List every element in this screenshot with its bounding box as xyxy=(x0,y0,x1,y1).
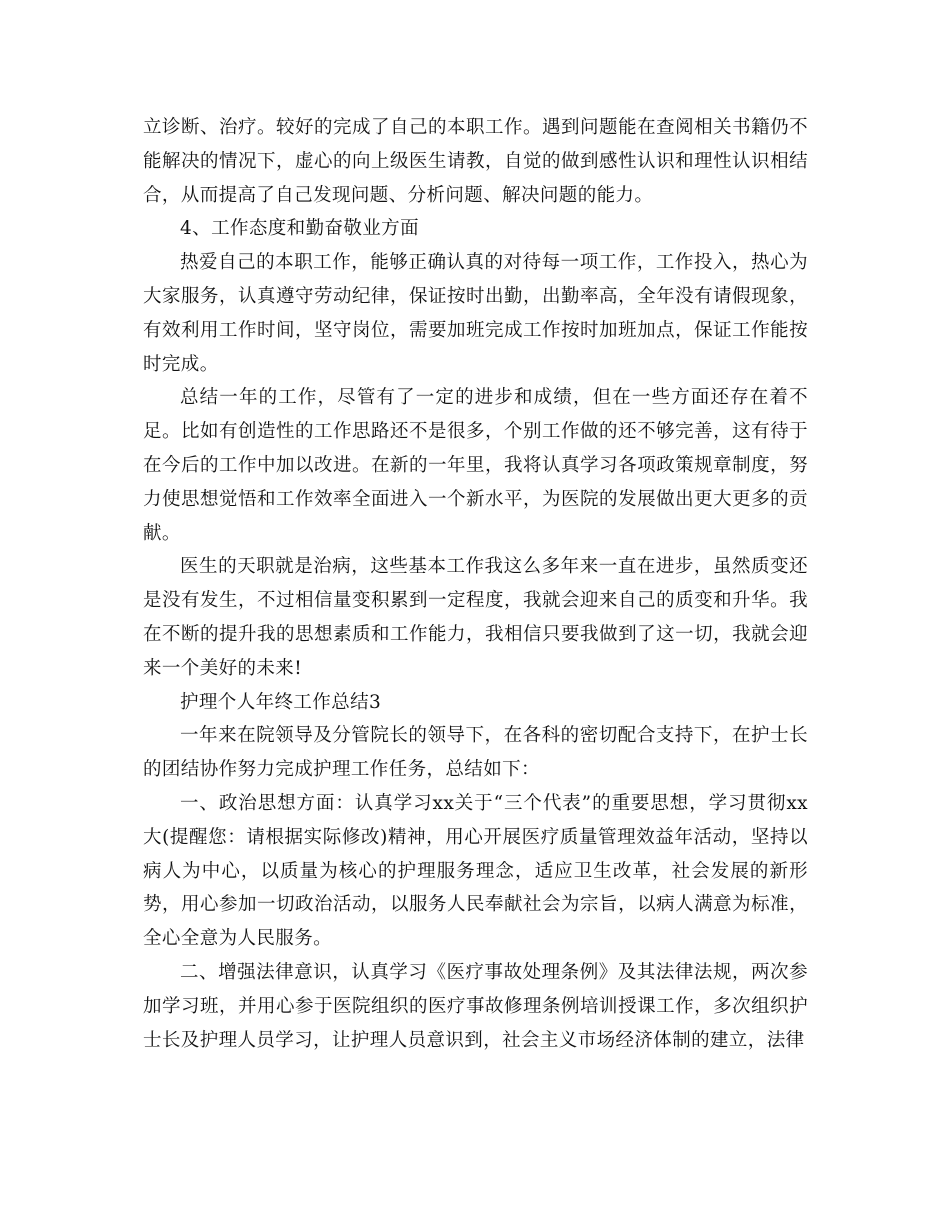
paragraph-3: 热爱自己的本职工作，能够正确认真的对待每一项工作，工作投入，热心为大家服务，认真遵守劳动纪律，保证按时出勤，出勤率高，全年没有请假现象，有效利用工作时间，坚守岗位，需要加班完成工作按时加班加点，保证工作能按时完成。 xyxy=(143,252,808,375)
section-title: 护理个人年终工作总结3 xyxy=(180,691,382,713)
paragraph-9: 二、增强法律意识，认真学习《医疗事故处理条例》及其法律法规，两次参加学习班，并用心参于医院组织的医疗事故修理条例培训授课工作，多次组织护士长及护理人员学习，让护理人员意识到，社会主义市场经济体制的建立，法律 xyxy=(143,961,808,1051)
paragraph-1: 立诊断、治疗。较好的完成了自己的本职工作。遇到问题能在查阅相关书籍仍不能解决的情况下，虚心的向上级医生请教，自觉的做到感性认识和理性认识相结合，从而提高了自己发现问题、分析问题、解决问题的能力。 xyxy=(143,117,808,206)
paragraph-4: 总结一年的工作，尽管有了一定的进步和成绩，但在一些方面还存在着不足。比如有创造性的工作思路还不是很多，个别工作做的还不够完善，这有待于在今后的工作中加以改进。在新的一年里，我将认真学习各项政策规章制度，努力使思想觉悟和工作效率全面进入一个新水平，为医院的发展做出更大更多的贡献。 xyxy=(143,387,808,544)
paragraph-8: 一、政治思想方面：认真学习xx关于“三个代表”的重要思想，学习贯彻xx大(提醒您：请根据实际修改)精神，用心开展医疗质量管理效益年活动，坚持以病人为中心，以质量为核心的护理服务理念，适应卫生改革，社会发展的新形势，用心参加一切政治活动，以服务人民奉献社会为宗旨，以病人满意为标准，全心全意为人民服务。 xyxy=(143,792,808,950)
paragraph-2-heading: 4、工作态度和勤奋敬业方面 xyxy=(180,218,419,240)
paragraph-5: 医生的天职就是治病，这些基本工作我这么多年来一直在进步，虽然质变还是没有发生，不过相信量变积累到一定程度，我就会迎来自己的质变和升华。我在不断的提升我的思想素质和工作能力，我相信只要我做到了这一切，我就会迎来一个美好的未来! xyxy=(143,556,808,679)
paragraph-7: 一年来在院领导及分管院长的领导下，在各科的密切配合支持下，在护士长的团结协作努力完成护理工作任务，总结如下： xyxy=(143,725,808,781)
document-body xyxy=(143,111,808,1057)
